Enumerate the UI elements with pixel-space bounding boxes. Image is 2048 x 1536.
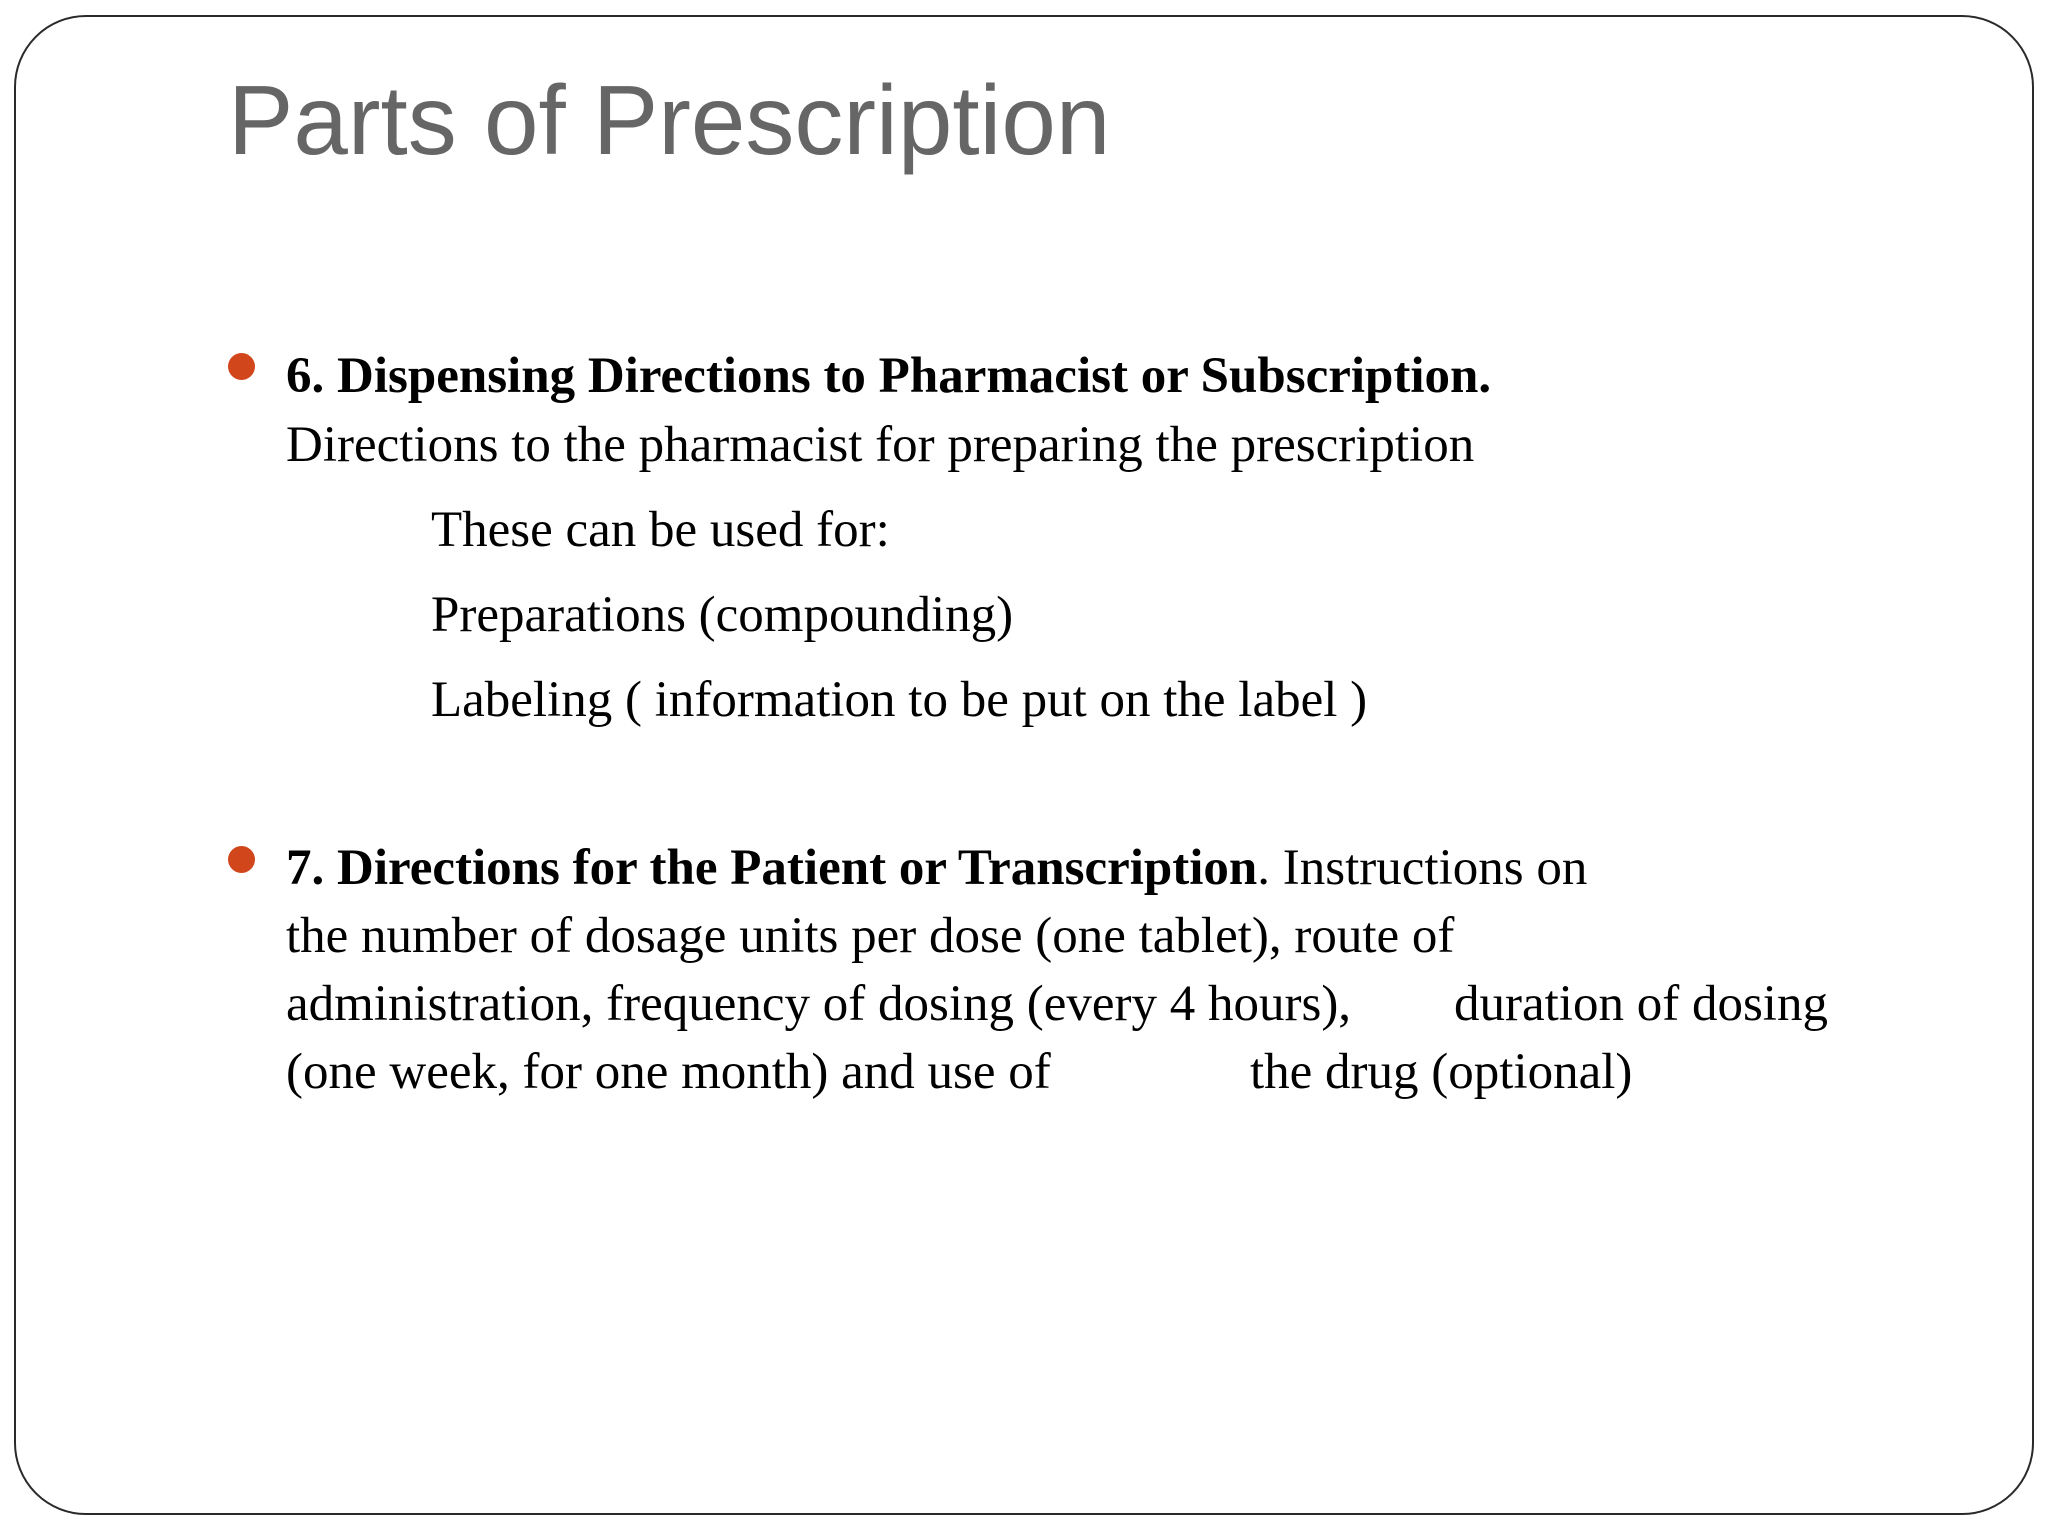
bullet-7-line: administration, frequency of dosing (every 4 hours),	[286, 976, 1352, 1032]
bullet-dot-icon	[228, 353, 255, 380]
bullet-7-line: the number of dosage units per dose (one tablet), route of	[286, 908, 1455, 964]
bullet-6-subline: Labeling ( information to be put on the label )	[431, 672, 1368, 728]
bullet-dot-icon	[228, 846, 255, 873]
bullet-7-heading: 7. Directions for the Patient or Transcription	[286, 840, 1258, 896]
bullet-6-description: Directions to the pharmacist for preparing the prescription	[286, 417, 1475, 473]
bullet-7-heading-tail: . Instructions on	[1257, 840, 1588, 896]
slide-frame	[14, 15, 2034, 1515]
slide-title: Parts of Prescription	[228, 65, 1111, 175]
bullet-7-line: duration of dosing	[1454, 976, 1828, 1032]
bullet-6-subline: Preparations (compounding)	[431, 587, 1014, 643]
bullet-7-line: the drug (optional)	[1250, 1044, 1633, 1100]
bullet-6-heading: 6. Dispensing Directions to Pharmacist or Subscription.	[286, 348, 1492, 404]
bullet-7-line: (one week, for one month) and use of	[286, 1044, 1051, 1100]
bullet-6-subline: These can be used for:	[431, 502, 890, 558]
bullet-7-first-line	[286, 834, 1587, 902]
